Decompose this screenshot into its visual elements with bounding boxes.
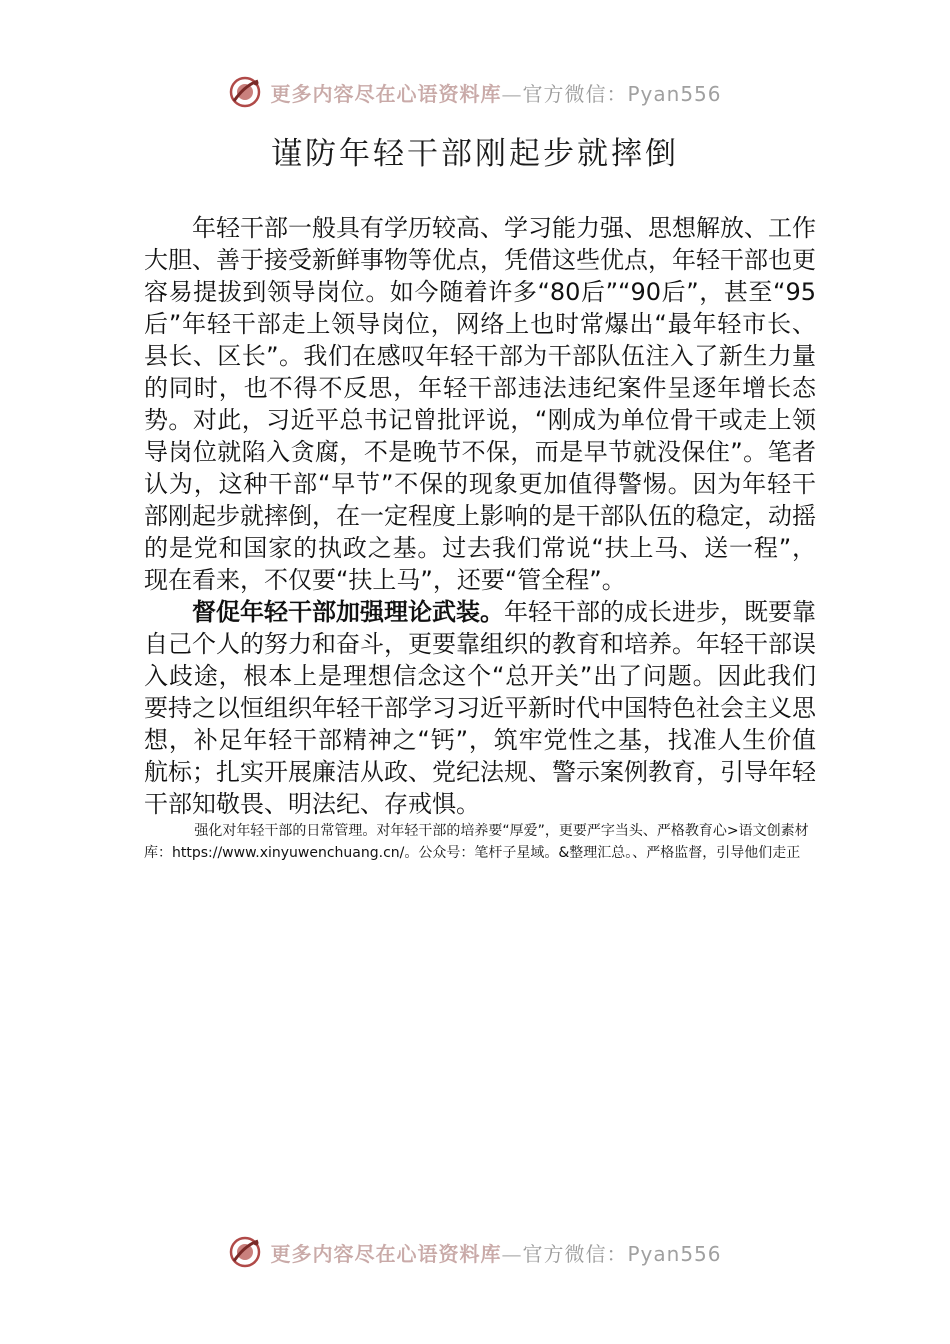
- paragraph-theory-heading: 督促年轻干部加强理论武装。: [192, 598, 504, 626]
- brand-logo-icon: [228, 75, 262, 109]
- watermark-wechat-id: Pyan556: [627, 81, 722, 106]
- watermark-header: [0, 72, 950, 112]
- watermark-text: [270, 1238, 721, 1267]
- watermark-main-text: 更多内容尽在心语资料库: [270, 1241, 502, 1266]
- watermark-main-text: 更多内容尽在心语资料库: [270, 81, 502, 106]
- watermark-wechat-label: 官方微信：: [522, 1241, 628, 1266]
- watermark-wechat-id: Pyan556: [627, 1241, 722, 1266]
- document-body: [144, 212, 816, 864]
- watermark-footer: [0, 1232, 950, 1272]
- paragraph-management: 强化对年轻干部的日常管理。对年轻干部的培养要“厚爱”，更要严字当头、严格教育心>语文创素材库：https://www.xinyuwenchuang.cn/。公众号：笔杆子星域。&整理汇总。、严格监督，引导他们走正: [144, 823, 809, 861]
- watermark-wechat-label: 官方微信：: [522, 81, 628, 106]
- watermark-separator: —: [501, 81, 523, 106]
- brand-logo-icon: [228, 1235, 262, 1269]
- document-title: 谨防年轻干部刚起步就摔倒: [271, 136, 679, 172]
- watermark-separator: —: [501, 1241, 523, 1266]
- paragraph-theory: [144, 596, 816, 820]
- watermark-text: [270, 78, 721, 107]
- paragraph-theory-text: 年轻干部的成长进步，既要靠自己个人的努力和奋斗，更要靠组织的教育和培养。年轻干部误入歧途，根本上是理想信念这个“总开关”出了问题。因此我们要持之以恒组织年轻干部学习习近平新时代中国特色社会主义思想，补足年轻干部精神之“钙”，筑牢党性之基，找准人生价值航标；扎实开展廉洁从政、党纪法规、警示案例教育，引导年轻干部知敬畏、明法纪、存戒惧。: [144, 598, 816, 818]
- paragraph-intro: 年轻干部一般具有学历较高、学习能力强、思想解放、工作大胆、善于接受新鲜事物等优点，凭借这些优点，年轻干部也更容易提拔到领导岗位。如今随着许多“80后”“90后”，甚至“95后”年轻干部走上领导岗位，网络上也时常爆出“最年轻市长、县长、区长”。我们在感叹年轻干部为干部队伍注入了新生力量的同时，也不得不反思，年轻干部违法违纪案件呈逐年增长态势。对此，习近平总书记曾批评说，“刚成为单位骨干或走上领导岗位就陷入贪腐，不是晚节不保，而是早节就没保住”。笔者认为，这种干部“早节”不保的现象更加值得警惕。因为年轻干部刚起步就摔倒，在一定程度上影响的是干部队伍的稳定，动摇的是党和国家的执政之基。过去我们常说“扶上马、送一程”，现在看来，不仅要“扶上马”，还要“管全程”。: [144, 214, 816, 594]
